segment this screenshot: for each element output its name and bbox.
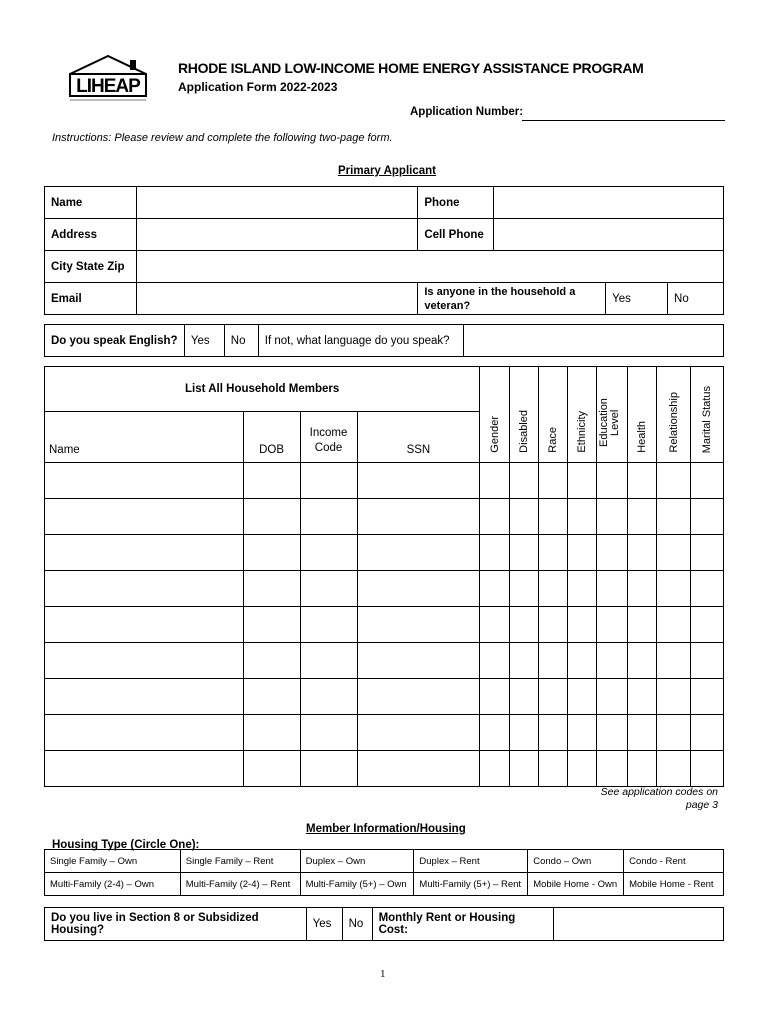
household-member-cell[interactable] xyxy=(357,715,480,751)
household-member-cell[interactable] xyxy=(597,499,628,535)
household-member-cell[interactable] xyxy=(628,571,657,607)
name-col-header: Name xyxy=(45,412,244,463)
household-member-cell[interactable] xyxy=(539,571,568,607)
household-member-row xyxy=(45,535,724,571)
email-label: Email xyxy=(45,283,137,315)
household-member-cell[interactable] xyxy=(300,679,357,715)
household-member-cell[interactable] xyxy=(628,607,657,643)
household-member-cell[interactable] xyxy=(480,751,510,787)
household-member-cell[interactable] xyxy=(480,463,510,499)
household-member-row xyxy=(45,571,724,607)
household-member-cell[interactable] xyxy=(243,571,300,607)
household-member-cell[interactable] xyxy=(539,751,568,787)
application-number-field[interactable] xyxy=(522,120,725,121)
household-member-cell[interactable] xyxy=(568,643,597,679)
household-member-cell[interactable] xyxy=(300,499,357,535)
housing-option[interactable]: Condo - Rent xyxy=(624,850,724,873)
household-member-cell[interactable] xyxy=(568,607,597,643)
household-member-cell[interactable] xyxy=(357,751,480,787)
race-label: Race xyxy=(547,427,560,453)
household-member-cell[interactable] xyxy=(480,607,510,643)
housing-option[interactable]: Multi-Family (5+) – Rent xyxy=(414,873,528,896)
other-language-label: If not, what language do you speak? xyxy=(258,325,464,357)
primary-applicant-table xyxy=(44,186,724,315)
housing-option[interactable]: Duplex – Own xyxy=(300,850,414,873)
health-header xyxy=(628,367,657,463)
household-member-cell[interactable] xyxy=(357,499,480,535)
disabled-header xyxy=(510,367,539,463)
household-member-cell[interactable] xyxy=(243,643,300,679)
household-member-cell[interactable] xyxy=(597,715,628,751)
housing-option[interactable]: Mobile Home - Own xyxy=(528,873,624,896)
section8-table xyxy=(44,907,724,941)
household-member-row xyxy=(45,499,724,535)
gender-header xyxy=(480,367,510,463)
marital-status-label: Marital Status xyxy=(700,385,713,453)
svg-text:LIHEAP: LIHEAP xyxy=(76,76,140,97)
gender-label: Gender xyxy=(488,416,501,453)
housing-option[interactable]: Condo – Own xyxy=(528,850,624,873)
housing-type-label: Housing Type (Circle One): xyxy=(52,839,200,851)
form-title: RHODE ISLAND LOW-INCOME HOME ENERGY ASSISTANCE PROGRAM xyxy=(178,60,644,76)
household-member-cell[interactable] xyxy=(657,679,691,715)
household-member-cell[interactable] xyxy=(510,607,539,643)
page-number: 1 xyxy=(380,968,386,980)
liheap-logo xyxy=(62,54,154,104)
household-member-cell[interactable] xyxy=(243,679,300,715)
household-member-cell[interactable] xyxy=(690,643,723,679)
city-state-zip-field[interactable] xyxy=(136,251,723,283)
household-member-cell[interactable] xyxy=(300,607,357,643)
household-member-cell[interactable] xyxy=(480,679,510,715)
household-member-cell[interactable] xyxy=(300,463,357,499)
household-member-cell[interactable] xyxy=(300,535,357,571)
household-member-cell[interactable] xyxy=(357,643,480,679)
household-member-cell[interactable] xyxy=(45,643,244,679)
household-member-cell[interactable] xyxy=(357,571,480,607)
housing-option[interactable]: Single Family – Rent xyxy=(180,850,300,873)
household-member-cell[interactable] xyxy=(690,715,723,751)
household-member-cell[interactable] xyxy=(690,607,723,643)
household-member-cell[interactable] xyxy=(243,715,300,751)
household-member-cell[interactable] xyxy=(480,715,510,751)
household-member-cell[interactable] xyxy=(45,463,244,499)
household-member-cell[interactable] xyxy=(628,643,657,679)
household-member-cell[interactable] xyxy=(45,715,244,751)
household-member-cell[interactable] xyxy=(539,463,568,499)
household-member-cell[interactable] xyxy=(628,463,657,499)
housing-option[interactable]: Mobile Home - Rent xyxy=(624,873,724,896)
relationship-label: Relationship xyxy=(667,392,680,453)
household-member-cell[interactable] xyxy=(45,499,244,535)
household-member-cell[interactable] xyxy=(539,607,568,643)
name-label: Name xyxy=(45,187,137,219)
household-member-cell[interactable] xyxy=(657,535,691,571)
household-member-cell[interactable] xyxy=(690,751,723,787)
housing-option[interactable]: Duplex – Rent xyxy=(414,850,528,873)
household-member-cell[interactable] xyxy=(568,535,597,571)
veteran-question: Is anyone in the household a veteran? xyxy=(418,283,606,315)
household-member-cell[interactable] xyxy=(510,715,539,751)
household-member-cell[interactable] xyxy=(657,715,691,751)
household-member-cell[interactable] xyxy=(597,679,628,715)
household-member-cell[interactable] xyxy=(657,643,691,679)
household-member-cell[interactable] xyxy=(657,751,691,787)
section8-question: Do you live in Section 8 or Subsidized Housing? xyxy=(45,908,307,941)
household-member-cell[interactable] xyxy=(568,499,597,535)
household-member-cell[interactable] xyxy=(480,535,510,571)
household-member-cell[interactable] xyxy=(480,571,510,607)
address-label: Address xyxy=(45,219,137,251)
english-no-option[interactable]: No xyxy=(224,325,258,357)
household-member-cell[interactable] xyxy=(628,751,657,787)
household-member-cell[interactable] xyxy=(357,535,480,571)
income-code-col-header: Income Code xyxy=(300,412,357,463)
household-member-row xyxy=(45,679,724,715)
instructions-text: Instructions: Please review and complete the following two-page form. xyxy=(52,132,393,144)
household-member-cell[interactable] xyxy=(45,679,244,715)
household-member-cell[interactable] xyxy=(597,751,628,787)
veteran-yes-option[interactable]: Yes xyxy=(606,283,668,315)
city-state-zip-label: City State Zip xyxy=(45,251,137,283)
household-member-cell[interactable] xyxy=(690,499,723,535)
application-number-label: Application Number: xyxy=(410,106,524,118)
household-member-cell[interactable] xyxy=(243,499,300,535)
cell-phone-label: Cell Phone xyxy=(418,219,494,251)
household-member-cell[interactable] xyxy=(357,679,480,715)
household-member-cell[interactable] xyxy=(657,607,691,643)
household-member-row xyxy=(45,751,724,787)
household-member-cell[interactable] xyxy=(539,535,568,571)
household-member-cell[interactable] xyxy=(510,643,539,679)
household-member-cell[interactable] xyxy=(539,643,568,679)
household-member-cell[interactable] xyxy=(597,535,628,571)
household-member-cell[interactable] xyxy=(510,535,539,571)
household-member-cell[interactable] xyxy=(597,463,628,499)
household-member-cell[interactable] xyxy=(300,751,357,787)
household-member-cell[interactable] xyxy=(597,571,628,607)
name-field[interactable] xyxy=(136,187,417,219)
household-member-cell[interactable] xyxy=(480,643,510,679)
other-language-field[interactable] xyxy=(464,325,724,357)
marital-status-header xyxy=(690,367,723,463)
ethnicity-header xyxy=(568,367,597,463)
disabled-label: Disabled xyxy=(518,410,531,453)
household-member-cell[interactable] xyxy=(300,571,357,607)
speak-english-question: Do you speak English? xyxy=(45,325,185,357)
primary-applicant-heading: Primary Applicant xyxy=(338,165,436,177)
household-member-cell[interactable] xyxy=(568,715,597,751)
household-member-cell[interactable] xyxy=(45,751,244,787)
household-member-cell[interactable] xyxy=(300,643,357,679)
codes-note: See application codes on page 3 xyxy=(600,786,718,811)
household-member-row xyxy=(45,715,724,751)
household-member-cell[interactable] xyxy=(539,679,568,715)
monthly-rent-field[interactable] xyxy=(554,908,724,941)
phone-label: Phone xyxy=(418,187,494,219)
household-member-cell[interactable] xyxy=(657,463,691,499)
housing-option[interactable]: Multi-Family (2-4) – Rent xyxy=(180,873,300,896)
household-member-cell[interactable] xyxy=(568,571,597,607)
housing-type-table xyxy=(44,849,724,896)
household-members-table xyxy=(44,366,724,787)
household-member-cell[interactable] xyxy=(539,715,568,751)
english-yes-option[interactable]: Yes xyxy=(184,325,224,357)
household-member-row xyxy=(45,463,724,499)
household-member-cell[interactable] xyxy=(657,499,691,535)
household-member-cell[interactable] xyxy=(510,679,539,715)
household-member-cell[interactable] xyxy=(597,607,628,643)
household-member-cell[interactable] xyxy=(357,607,480,643)
household-member-cell[interactable] xyxy=(628,499,657,535)
household-member-cell[interactable] xyxy=(243,607,300,643)
language-table xyxy=(44,324,724,357)
household-member-cell[interactable] xyxy=(628,715,657,751)
household-member-cell[interactable] xyxy=(568,751,597,787)
household-member-cell[interactable] xyxy=(243,535,300,571)
household-member-cell[interactable] xyxy=(243,751,300,787)
cell-phone-field[interactable] xyxy=(494,219,724,251)
veteran-no-option[interactable]: No xyxy=(668,283,724,315)
household-member-cell[interactable] xyxy=(300,715,357,751)
household-member-cell[interactable] xyxy=(628,535,657,571)
household-member-row xyxy=(45,607,724,643)
relationship-header xyxy=(657,367,691,463)
household-member-cell[interactable] xyxy=(597,643,628,679)
monthly-rent-label: Monthly Rent or Housing Cost: xyxy=(372,908,554,941)
housing-option[interactable]: Multi-Family (5+) – Own xyxy=(300,873,414,896)
ethnicity-label: Ethnicity xyxy=(576,411,589,453)
form-subtitle: Application Form 2022-2023 xyxy=(178,80,338,94)
education-header xyxy=(597,367,628,463)
housing-option[interactable]: Single Family – Own xyxy=(45,850,181,873)
household-member-cell[interactable] xyxy=(510,571,539,607)
household-member-cell[interactable] xyxy=(510,463,539,499)
housing-option[interactable]: Multi-Family (2-4) – Own xyxy=(45,873,181,896)
household-member-cell[interactable] xyxy=(480,499,510,535)
address-field[interactable] xyxy=(136,219,417,251)
household-member-cell[interactable] xyxy=(568,463,597,499)
phone-field[interactable] xyxy=(494,187,724,219)
education-label: Education Level xyxy=(598,398,622,448)
household-member-cell[interactable] xyxy=(568,679,597,715)
section8-no-option[interactable]: No xyxy=(342,908,372,941)
household-member-cell[interactable] xyxy=(510,499,539,535)
household-member-cell[interactable] xyxy=(539,499,568,535)
section8-yes-option[interactable]: Yes xyxy=(306,908,342,941)
household-member-cell[interactable] xyxy=(690,535,723,571)
health-label: Health xyxy=(636,421,649,453)
household-member-cell[interactable] xyxy=(45,571,244,607)
member-housing-heading: Member Information/Housing xyxy=(306,823,466,835)
household-member-cell[interactable] xyxy=(690,679,723,715)
household-member-cell[interactable] xyxy=(243,463,300,499)
household-member-row xyxy=(45,643,724,679)
dob-col-header: DOB xyxy=(243,412,300,463)
ssn-col-header: SSN xyxy=(357,412,480,463)
household-member-cell[interactable] xyxy=(510,751,539,787)
household-member-cell[interactable] xyxy=(45,535,244,571)
household-member-cell[interactable] xyxy=(690,571,723,607)
household-member-cell[interactable] xyxy=(357,463,480,499)
email-field[interactable] xyxy=(136,283,417,315)
race-header xyxy=(539,367,568,463)
household-member-cell[interactable] xyxy=(45,607,244,643)
household-member-cell[interactable] xyxy=(690,463,723,499)
household-member-cell[interactable] xyxy=(628,679,657,715)
household-member-cell[interactable] xyxy=(657,571,691,607)
household-heading: List All Household Members xyxy=(45,367,480,412)
